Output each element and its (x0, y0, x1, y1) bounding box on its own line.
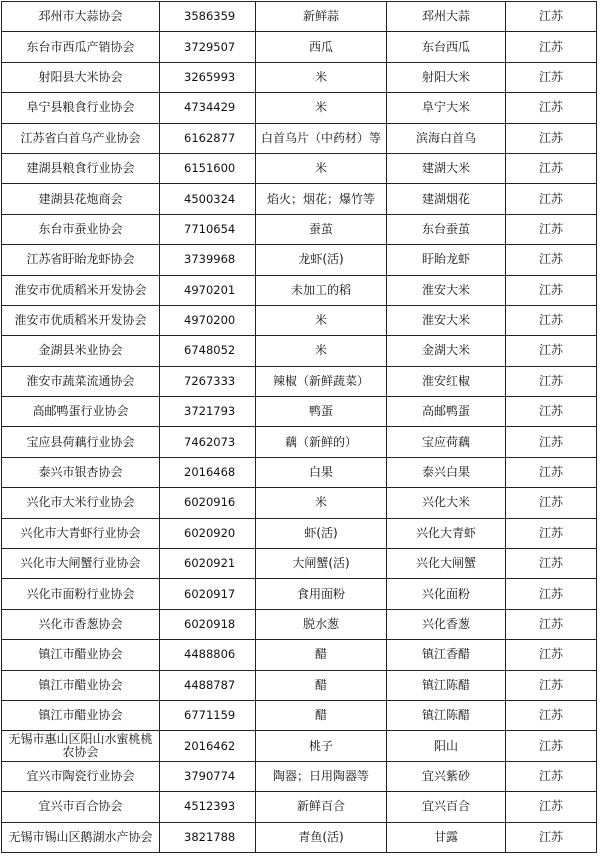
registration-number-cell: 7462073 (160, 427, 256, 457)
trademark-name-cell: 淮安大米 (387, 305, 506, 335)
trademark-name-cell: 泰兴白果 (387, 457, 506, 487)
product-cell: 米 (256, 488, 387, 518)
product-cell: 醋 (256, 700, 387, 730)
product-cell: 米 (256, 305, 387, 335)
trademark-name-cell: 邳州大蒜 (387, 2, 506, 32)
trademark-name-cell: 东台西瓜 (387, 32, 506, 62)
table-row (2, 62, 597, 92)
registration-number-cell: 6020918 (160, 609, 256, 639)
association-cell: 金湖县米业协会 (2, 336, 160, 366)
registration-number-cell: 4970201 (160, 275, 256, 305)
province-cell: 江苏 (506, 62, 597, 92)
registration-number-cell: 6020920 (160, 518, 256, 548)
association-cell: 东台市蚕业协会 (2, 214, 160, 244)
product-cell: 醋 (256, 670, 387, 700)
province-cell: 江苏 (506, 518, 597, 548)
product-cell: 西瓜 (256, 32, 387, 62)
province-cell: 江苏 (506, 336, 597, 366)
product-cell: 米 (256, 336, 387, 366)
province-cell: 江苏 (506, 366, 597, 396)
province-cell: 江苏 (506, 427, 597, 457)
table-row (2, 518, 597, 548)
table-row (2, 214, 597, 244)
registration-number-cell: 4488787 (160, 670, 256, 700)
association-cell: 兴化市香葱协会 (2, 609, 160, 639)
registration-number-cell: 6748052 (160, 336, 256, 366)
registry-table-body (2, 2, 597, 853)
table-row (2, 366, 597, 396)
registration-number-cell: 2016462 (160, 731, 256, 761)
table-row (2, 93, 597, 123)
product-cell: 白果 (256, 457, 387, 487)
association-cell: 高邮鸭蛋行业协会 (2, 397, 160, 427)
registration-number-cell: 3729507 (160, 32, 256, 62)
association-cell: 阜宁县粮食行业协会 (2, 93, 160, 123)
trademark-name-cell: 淮安红椒 (387, 366, 506, 396)
province-cell: 江苏 (506, 32, 597, 62)
product-cell: 虾(活) (256, 518, 387, 548)
province-cell: 江苏 (506, 670, 597, 700)
association-cell: 无锡市锡山区鹅湖水产协会 (2, 822, 160, 852)
table-row (2, 427, 597, 457)
registration-number-cell: 3739968 (160, 245, 256, 275)
table-row (2, 549, 597, 579)
registration-number-cell: 3790774 (160, 761, 256, 791)
trademark-name-cell: 金湖大米 (387, 336, 506, 366)
trademark-name-cell: 兴化面粉 (387, 579, 506, 609)
trademark-name-cell: 兴化大米 (387, 488, 506, 518)
table-row (2, 609, 597, 639)
table-row (2, 670, 597, 700)
trademark-name-cell: 兴化大闸蟹 (387, 549, 506, 579)
product-cell: 焰火；烟花；爆竹等 (256, 184, 387, 214)
table-row (2, 792, 597, 822)
association-cell: 射阳县大米协会 (2, 62, 160, 92)
association-cell: 兴化市面粉行业协会 (2, 579, 160, 609)
registration-number-cell: 3721793 (160, 397, 256, 427)
province-cell: 江苏 (506, 153, 597, 183)
trademark-name-cell: 阳山 (387, 731, 506, 761)
association-cell: 泰兴市银杏协会 (2, 457, 160, 487)
province-cell: 江苏 (506, 123, 597, 153)
table-row (2, 305, 597, 335)
table-row (2, 153, 597, 183)
province-cell: 江苏 (506, 549, 597, 579)
product-cell: 食用面粉 (256, 579, 387, 609)
province-cell: 江苏 (506, 305, 597, 335)
registration-number-cell: 4734429 (160, 93, 256, 123)
table-row (2, 275, 597, 305)
trademark-name-cell: 盱眙龙虾 (387, 245, 506, 275)
association-cell: 建湖县花炮商会 (2, 184, 160, 214)
trademark-name-cell: 宜兴百合 (387, 792, 506, 822)
association-cell: 宜兴市百合协会 (2, 792, 160, 822)
product-cell: 鸭蛋 (256, 397, 387, 427)
province-cell: 江苏 (506, 579, 597, 609)
association-cell: 建湖县粮食行业协会 (2, 153, 160, 183)
trademark-name-cell: 镇江陈醋 (387, 700, 506, 730)
association-cell: 宜兴市陶瓷行业协会 (2, 761, 160, 791)
province-cell: 江苏 (506, 457, 597, 487)
trademark-name-cell: 宜兴紫砂 (387, 761, 506, 791)
trademark-name-cell: 镇江陈醋 (387, 670, 506, 700)
registration-number-cell: 2016468 (160, 457, 256, 487)
association-cell: 无锡市惠山区阳山水蜜桃桃农协会 (2, 731, 160, 761)
product-cell: 米 (256, 62, 387, 92)
table-row (2, 579, 597, 609)
table-row (2, 640, 597, 670)
trademark-name-cell: 东台蚕茧 (387, 214, 506, 244)
registration-number-cell: 4488806 (160, 640, 256, 670)
trademark-name-cell: 阜宁大米 (387, 93, 506, 123)
registration-number-cell: 6020917 (160, 579, 256, 609)
product-cell: 未加工的稻 (256, 275, 387, 305)
association-cell: 兴化市大米行业协会 (2, 488, 160, 518)
association-cell: 兴化市大闸蟹行业协会 (2, 549, 160, 579)
province-cell: 江苏 (506, 609, 597, 639)
association-cell: 镇江市醋业协会 (2, 640, 160, 670)
table-row (2, 2, 597, 32)
trademark-name-cell: 建湖大米 (387, 153, 506, 183)
trademark-name-cell: 高邮鸭蛋 (387, 397, 506, 427)
table-row (2, 488, 597, 518)
product-cell: 白首乌片（中药材）等 (256, 123, 387, 153)
association-cell: 江苏省白首乌产业协会 (2, 123, 160, 153)
association-cell: 邳州市大蒜协会 (2, 2, 160, 32)
province-cell: 江苏 (506, 761, 597, 791)
table-row (2, 32, 597, 62)
table-row (2, 700, 597, 730)
product-cell: 新鲜蒜 (256, 2, 387, 32)
trademark-name-cell: 建湖烟花 (387, 184, 506, 214)
trademark-name-cell: 甘露 (387, 822, 506, 852)
registration-number-cell: 3265993 (160, 62, 256, 92)
province-cell: 江苏 (506, 822, 597, 852)
trademark-name-cell: 淮安大米 (387, 275, 506, 305)
registration-number-cell: 7267333 (160, 366, 256, 396)
association-cell: 兴化市大青虾行业协会 (2, 518, 160, 548)
registry-table (1, 1, 597, 853)
association-cell: 淮安市优质稻米开发协会 (2, 305, 160, 335)
table-row (2, 761, 597, 791)
registration-number-cell: 6771159 (160, 700, 256, 730)
table-row (2, 245, 597, 275)
registration-number-cell: 4512393 (160, 792, 256, 822)
product-cell: 米 (256, 153, 387, 183)
product-cell: 陶器；日用陶器等 (256, 761, 387, 791)
product-cell: 米 (256, 93, 387, 123)
province-cell: 江苏 (506, 640, 597, 670)
table-row (2, 731, 597, 761)
association-cell: 镇江市醋业协会 (2, 700, 160, 730)
table-row (2, 184, 597, 214)
product-cell: 大闸蟹(活) (256, 549, 387, 579)
province-cell: 江苏 (506, 2, 597, 32)
trademark-name-cell: 射阳大米 (387, 62, 506, 92)
registration-number-cell: 4970200 (160, 305, 256, 335)
province-cell: 江苏 (506, 488, 597, 518)
product-cell: 蚕茧 (256, 214, 387, 244)
registration-number-cell: 6162877 (160, 123, 256, 153)
product-cell: 新鲜百合 (256, 792, 387, 822)
trademark-name-cell: 兴化香葱 (387, 609, 506, 639)
trademark-name-cell: 滨海白首乌 (387, 123, 506, 153)
province-cell: 江苏 (506, 731, 597, 761)
table-row (2, 336, 597, 366)
table-row (2, 123, 597, 153)
product-cell: 青鱼(活) (256, 822, 387, 852)
association-cell: 淮安市蔬菜流通协会 (2, 366, 160, 396)
product-cell: 醋 (256, 640, 387, 670)
table-row (2, 822, 597, 852)
registration-number-cell: 3821788 (160, 822, 256, 852)
registration-number-cell: 7710654 (160, 214, 256, 244)
association-cell: 东台市西瓜产销协会 (2, 32, 160, 62)
association-cell: 宝应县荷藕行业协会 (2, 427, 160, 457)
province-cell: 江苏 (506, 700, 597, 730)
province-cell: 江苏 (506, 184, 597, 214)
product-cell: 龙虾(活) (256, 245, 387, 275)
product-cell: 桃子 (256, 731, 387, 761)
association-cell: 江苏省盱眙龙虾协会 (2, 245, 160, 275)
province-cell: 江苏 (506, 214, 597, 244)
trademark-name-cell: 兴化大青虾 (387, 518, 506, 548)
province-cell: 江苏 (506, 245, 597, 275)
province-cell: 江苏 (506, 93, 597, 123)
table-row (2, 397, 597, 427)
province-cell: 江苏 (506, 275, 597, 305)
registration-number-cell: 6151600 (160, 153, 256, 183)
province-cell: 江苏 (506, 397, 597, 427)
association-cell: 镇江市醋业协会 (2, 670, 160, 700)
registration-number-cell: 4500324 (160, 184, 256, 214)
province-cell: 江苏 (506, 792, 597, 822)
registration-number-cell: 6020916 (160, 488, 256, 518)
product-cell: 脱水葱 (256, 609, 387, 639)
registration-number-cell: 6020921 (160, 549, 256, 579)
association-cell: 淮安市优质稻米开发协会 (2, 275, 160, 305)
registration-number-cell: 3586359 (160, 2, 256, 32)
table-row (2, 457, 597, 487)
product-cell: 辣椒（新鲜蔬菜） (256, 366, 387, 396)
product-cell: 藕（新鲜的） (256, 427, 387, 457)
trademark-name-cell: 镇江香醋 (387, 640, 506, 670)
trademark-name-cell: 宝应荷藕 (387, 427, 506, 457)
